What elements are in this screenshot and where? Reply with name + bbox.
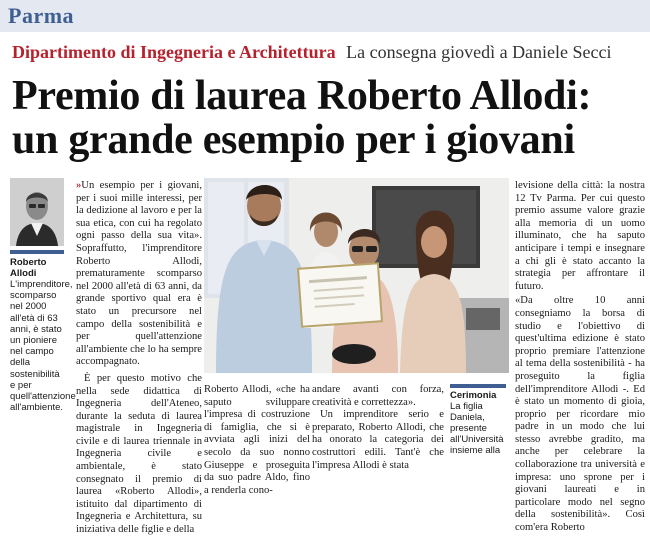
headline-line-1: Premio di laurea Roberto Allodi: xyxy=(12,73,592,119)
section-name: Parma xyxy=(8,3,75,28)
column-4-paragraph-1: levisione della città: la nostra 12 Tv Parma. Per cui questo premio assume valore grazie alla memoria di un uomo illuminato, che ha saputo anticipare i tempi e insegnare a chi gli è stato accanto la strategia per affrontare il futuro. xyxy=(515,180,645,292)
kicker-subtitle: La consegna giovedì a Daniele Secci xyxy=(346,42,612,62)
sidebar-rule xyxy=(10,250,64,254)
portrait-figure xyxy=(10,178,64,246)
ceremony-photo xyxy=(204,178,509,373)
caption-rule xyxy=(450,384,506,388)
ceremony-scene xyxy=(204,178,509,373)
column-2-paragraph-1: Roberto Allodi, «che ha saputo sviluppare l'impresa di costruzione di famiglia, che si è avviata agli inizi del secolo da suo nonno Giuseppe e proseguita da suo padre Aldo, fino a renderla cono- xyxy=(204,384,310,496)
portrait-photo xyxy=(10,178,64,246)
article-column-1 xyxy=(76,180,202,537)
caption-text: La figlia Daniela, presente all'Università insieme alla xyxy=(450,401,504,456)
column-3-paragraph-2: Un imprenditore serio e preparato, Roberto Allodi, che ha onorato la categoria dei costruttori edili. Tant'è che l'impresa Allodi è stata xyxy=(312,409,444,471)
kicker xyxy=(12,42,642,63)
sidebar-box xyxy=(10,178,76,414)
sidebar-name: Roberto Allodi xyxy=(10,257,47,279)
article-column-2 xyxy=(204,384,310,497)
column-4-paragraph-2: «Da oltre 10 anni consegniamo la borsa di studio e l'obiettivo di quest'ultima edizione è stato proprio premiare l'attenzione al tema della sostenibilità - ha proseguito la figlia dell'imprenditore Allodi -. Ed è stato un momento di gioia, proprio per ricordare mio padre in un modo che lui stesso avrebbe gradito, ma anche per celebrare la collaborazione tra università e impresa: uno sprone per i giovani laureati e in particolare modo nel segno della sostenibilità». Così com'era Roberto xyxy=(515,295,645,534)
opening-quote-mark: » xyxy=(76,180,82,191)
headline-line-2: un grande esempio per i giovani xyxy=(12,117,575,163)
headline xyxy=(12,74,644,162)
photo-caption xyxy=(450,384,510,456)
column-1-paragraph-1: »Un esempio per i giovani, per i suoi mille interessi, per la dedizione al lavoro e per la sua etica, con cui ha regolato ogni passo della sua vita». Sopraffutto, l'imprenditore Roberto Allodi, prematuramente scomparso nel 2000 all'età di 63 anni, da grande sportivo qual era è stato un precursore nel campo della sostenibilità e per quell'attenzione all'ambiente che lo ha sempre accompagnato. xyxy=(76,180,202,368)
article-column-3 xyxy=(312,384,444,472)
column-1-paragraph-2: È per questo motivo che nella sede didattica di Ingegneria dell'Ateneo, durante la seduta di laurea magistrale in Ingegneria civile e di laurea triennale in Ingegneria civile e ambientale, è stato consegnato il premio di laurea «Roberto Allodi», istituito dal dipartimento di Ingegneria e Architettura, su iniziativa delle figlie e della xyxy=(76,372,202,536)
kicker-department: Dipartimento di Ingegneria e Architettura xyxy=(12,42,336,62)
article-column-4 xyxy=(515,180,645,535)
column-3-paragraph-1: andare avanti con forza, creatività e correttezza». xyxy=(312,384,444,408)
section-header xyxy=(0,0,650,32)
sidebar-text: L'imprenditore, scomparso nel 2000 all'età di 63 anni, è stato un pioniere nel campo della sostenibilità e per quell'attenzione all'ambiente. xyxy=(10,279,76,414)
caption-title: Cerimonia xyxy=(450,390,497,401)
